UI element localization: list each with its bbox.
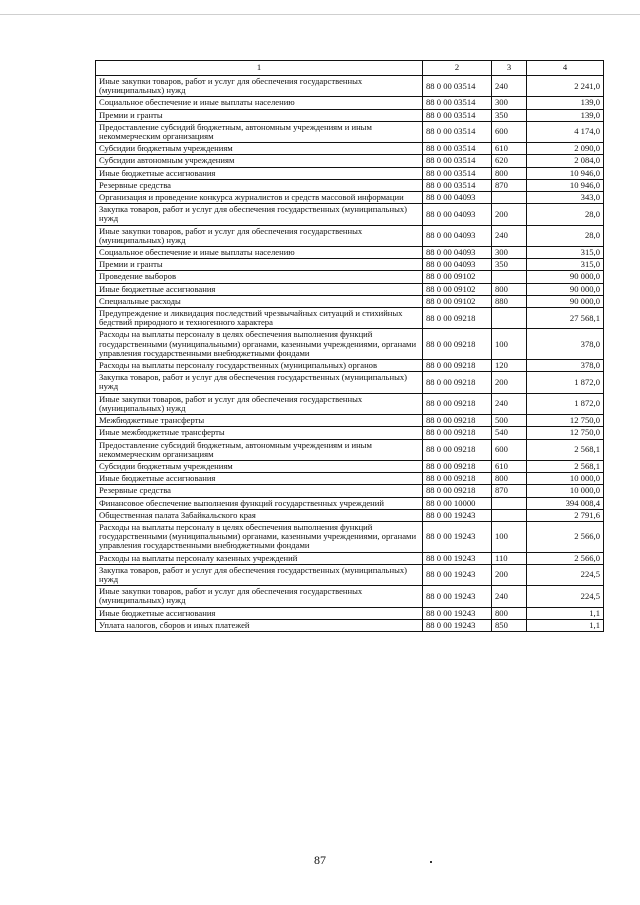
row-amount-cell: 2 090,0 — [527, 143, 604, 155]
row-amount-cell: 378,0 — [527, 329, 604, 360]
row-name-cell: Проведение выборов — [96, 271, 423, 283]
row-name-cell: Иные закупки товаров, работ и услуг для обеспечения государственных (муниципальных) нужд — [96, 76, 423, 97]
row-amount-cell: 139,0 — [527, 97, 604, 109]
row-type-cell: 200 — [492, 564, 527, 585]
row-amount-cell: 2 791,6 — [527, 509, 604, 521]
row-type-cell: 120 — [492, 360, 527, 372]
row-code-cell: 88 0 00 09218 — [423, 372, 492, 393]
row-type-cell — [492, 192, 527, 204]
table-row — [96, 586, 604, 607]
row-code-cell: 88 0 00 19243 — [423, 521, 492, 552]
row-name-cell: Предупреждение и ликвидация последствий чрезвычайных ситуаций и стихийных бедствий природного и техногенного характера — [96, 308, 423, 329]
table-row — [96, 439, 604, 460]
table-row — [96, 460, 604, 472]
header-col-1: 1 — [96, 61, 423, 76]
row-code-cell: 88 0 00 19243 — [423, 586, 492, 607]
row-type-cell: 300 — [492, 97, 527, 109]
row-amount-cell: 343,0 — [527, 192, 604, 204]
row-amount-cell: 1,1 — [527, 607, 604, 619]
row-name-cell: Закупка товаров, работ и услуг для обеспечения государственных (муниципальных) нужд — [96, 204, 423, 225]
table-row — [96, 295, 604, 307]
row-type-cell: 300 — [492, 247, 527, 259]
row-amount-cell: 10 946,0 — [527, 167, 604, 179]
row-name-cell: Премии и гранты — [96, 109, 423, 121]
row-amount-cell: 2 241,0 — [527, 76, 604, 97]
row-code-cell: 88 0 00 04093 — [423, 247, 492, 259]
row-code-cell: 88 0 00 09102 — [423, 271, 492, 283]
table-row — [96, 619, 604, 631]
row-amount-cell: 90 000,0 — [527, 283, 604, 295]
table-row — [96, 121, 604, 142]
row-code-cell: 88 0 00 09218 — [423, 439, 492, 460]
row-type-cell: 870 — [492, 485, 527, 497]
row-type-cell: 200 — [492, 372, 527, 393]
scan-dot — [430, 861, 432, 863]
row-name-cell: Премии и гранты — [96, 259, 423, 271]
row-name-cell: Организация и проведение конкурса журналистов и средств массовой информации — [96, 192, 423, 204]
row-type-cell: 610 — [492, 460, 527, 472]
table-row — [96, 179, 604, 191]
row-name-cell: Социальное обеспечение и иные выплаты населению — [96, 97, 423, 109]
row-code-cell: 88 0 00 09218 — [423, 473, 492, 485]
row-name-cell: Социальное обеспечение и иные выплаты населению — [96, 247, 423, 259]
row-code-cell: 88 0 00 10000 — [423, 497, 492, 509]
row-code-cell: 88 0 00 03514 — [423, 76, 492, 97]
table-row — [96, 247, 604, 259]
table-row — [96, 167, 604, 179]
row-code-cell: 88 0 00 03514 — [423, 155, 492, 167]
row-type-cell: 240 — [492, 225, 527, 246]
table-row — [96, 485, 604, 497]
row-code-cell: 88 0 00 19243 — [423, 509, 492, 521]
row-name-cell: Специальные расходы — [96, 295, 423, 307]
table-row — [96, 97, 604, 109]
header-col-2: 2 — [423, 61, 492, 76]
table-row — [96, 192, 604, 204]
row-type-cell: 240 — [492, 76, 527, 97]
row-code-cell: 88 0 00 09102 — [423, 295, 492, 307]
row-code-cell: 88 0 00 03514 — [423, 167, 492, 179]
row-name-cell: Расходы на выплаты персоналу в целях обеспечения выполнения функций государственными (муниципальными) органами, казенными учреждениями, органами управления государственными внебюджетными фондами — [96, 521, 423, 552]
row-name-cell: Иные закупки товаров, работ и услуг для обеспечения государственных (муниципальных) нужд — [96, 393, 423, 414]
row-amount-cell: 10 000,0 — [527, 485, 604, 497]
header-col-4: 4 — [527, 61, 604, 76]
page-number: 87 — [314, 853, 326, 867]
row-amount-cell: 28,0 — [527, 225, 604, 246]
row-name-cell: Предоставление субсидий бюджетным, автономным учреждениям и иным некоммерческим организациям — [96, 121, 423, 142]
row-amount-cell: 2 568,1 — [527, 439, 604, 460]
table-row — [96, 143, 604, 155]
row-name-cell: Закупка товаров, работ и услуг для обеспечения государственных (муниципальных) нужд — [96, 564, 423, 585]
row-name-cell: Уплата налогов, сборов и иных платежей — [96, 619, 423, 631]
row-amount-cell: 2 568,1 — [527, 460, 604, 472]
row-name-cell: Расходы на выплаты персоналу казенных учреждений — [96, 552, 423, 564]
row-type-cell: 110 — [492, 552, 527, 564]
row-amount-cell: 224,5 — [527, 564, 604, 585]
table-row — [96, 283, 604, 295]
row-type-cell: 870 — [492, 179, 527, 191]
row-amount-cell: 315,0 — [527, 259, 604, 271]
row-type-cell: 240 — [492, 586, 527, 607]
row-type-cell: 350 — [492, 109, 527, 121]
row-code-cell: 88 0 00 09218 — [423, 427, 492, 439]
table-row — [96, 393, 604, 414]
row-name-cell: Общественная палата Забайкальского края — [96, 509, 423, 521]
row-code-cell: 88 0 00 04093 — [423, 204, 492, 225]
table-row — [96, 509, 604, 521]
row-amount-cell: 10 946,0 — [527, 179, 604, 191]
row-code-cell: 88 0 00 04093 — [423, 192, 492, 204]
row-code-cell: 88 0 00 09218 — [423, 393, 492, 414]
row-type-cell: 100 — [492, 329, 527, 360]
row-type-cell: 850 — [492, 619, 527, 631]
row-type-cell: 620 — [492, 155, 527, 167]
table-row — [96, 360, 604, 372]
row-amount-cell: 12 750,0 — [527, 415, 604, 427]
table-row — [96, 552, 604, 564]
row-type-cell: 600 — [492, 121, 527, 142]
table-row — [96, 497, 604, 509]
table-row — [96, 473, 604, 485]
table-row — [96, 308, 604, 329]
row-code-cell: 88 0 00 04093 — [423, 259, 492, 271]
row-name-cell: Иные межбюджетные трансферты — [96, 427, 423, 439]
row-type-cell: 800 — [492, 473, 527, 485]
row-type-cell — [492, 308, 527, 329]
row-type-cell: 100 — [492, 521, 527, 552]
row-amount-cell: 2 566,0 — [527, 552, 604, 564]
row-code-cell: 88 0 00 09218 — [423, 485, 492, 497]
table-row — [96, 109, 604, 121]
row-name-cell: Иные бюджетные ассигнования — [96, 473, 423, 485]
table-row — [96, 521, 604, 552]
row-amount-cell: 139,0 — [527, 109, 604, 121]
row-code-cell: 88 0 00 09218 — [423, 460, 492, 472]
row-type-cell: 800 — [492, 283, 527, 295]
row-code-cell: 88 0 00 09218 — [423, 415, 492, 427]
row-type-cell: 600 — [492, 439, 527, 460]
row-code-cell: 88 0 00 09218 — [423, 360, 492, 372]
row-name-cell: Иные закупки товаров, работ и услуг для обеспечения государственных (муниципальных) нужд — [96, 586, 423, 607]
row-name-cell: Иные закупки товаров, работ и услуг для обеспечения государственных (муниципальных) нужд — [96, 225, 423, 246]
row-type-cell: 540 — [492, 427, 527, 439]
row-code-cell: 88 0 00 03514 — [423, 179, 492, 191]
table-row — [96, 607, 604, 619]
row-name-cell: Иные бюджетные ассигнования — [96, 607, 423, 619]
table-row — [96, 155, 604, 167]
row-amount-cell: 4 174,0 — [527, 121, 604, 142]
row-type-cell — [492, 271, 527, 283]
row-name-cell: Субсидии бюджетным учреждениям — [96, 143, 423, 155]
row-amount-cell: 1 872,0 — [527, 393, 604, 414]
table-body — [96, 76, 604, 632]
budget-table — [95, 60, 604, 632]
row-amount-cell: 12 750,0 — [527, 427, 604, 439]
row-amount-cell: 1,1 — [527, 619, 604, 631]
row-code-cell: 88 0 00 09218 — [423, 329, 492, 360]
row-type-cell: 800 — [492, 167, 527, 179]
row-code-cell: 88 0 00 09102 — [423, 283, 492, 295]
row-name-cell: Резервные средства — [96, 485, 423, 497]
row-code-cell: 88 0 00 19243 — [423, 619, 492, 631]
row-code-cell: 88 0 00 19243 — [423, 607, 492, 619]
row-code-cell: 88 0 00 09218 — [423, 308, 492, 329]
row-amount-cell: 1 872,0 — [527, 372, 604, 393]
row-code-cell: 88 0 00 03514 — [423, 109, 492, 121]
row-type-cell: 880 — [492, 295, 527, 307]
row-type-cell: 800 — [492, 607, 527, 619]
row-amount-cell: 2 084,0 — [527, 155, 604, 167]
table-row — [96, 372, 604, 393]
table-row — [96, 204, 604, 225]
row-code-cell: 88 0 00 03514 — [423, 143, 492, 155]
row-code-cell: 88 0 00 03514 — [423, 121, 492, 142]
row-amount-cell: 315,0 — [527, 247, 604, 259]
scan-border-line — [0, 14, 640, 15]
header-col-3: 3 — [492, 61, 527, 76]
row-type-cell: 350 — [492, 259, 527, 271]
row-name-cell: Предоставление субсидий бюджетным, автономным учреждениям и иным некоммерческим организациям — [96, 439, 423, 460]
row-type-cell: 240 — [492, 393, 527, 414]
row-name-cell: Межбюджетные трансферты — [96, 415, 423, 427]
row-type-cell — [492, 497, 527, 509]
row-type-cell — [492, 509, 527, 521]
table-row — [96, 259, 604, 271]
row-amount-cell: 10 000,0 — [527, 473, 604, 485]
row-amount-cell: 27 568,1 — [527, 308, 604, 329]
row-amount-cell: 90 000,0 — [527, 271, 604, 283]
row-name-cell: Субсидии автономным учреждениям — [96, 155, 423, 167]
row-type-cell: 500 — [492, 415, 527, 427]
table-row — [96, 271, 604, 283]
row-amount-cell: 378,0 — [527, 360, 604, 372]
row-name-cell: Иные бюджетные ассигнования — [96, 167, 423, 179]
table-row — [96, 76, 604, 97]
row-amount-cell: 394 008,4 — [527, 497, 604, 509]
row-code-cell: 88 0 00 04093 — [423, 225, 492, 246]
table-row — [96, 427, 604, 439]
row-type-cell: 610 — [492, 143, 527, 155]
row-type-cell: 200 — [492, 204, 527, 225]
table-header-row — [96, 61, 604, 76]
table-row — [96, 329, 604, 360]
row-name-cell: Финансовое обеспечение выполнения функций государственных учреждений — [96, 497, 423, 509]
row-amount-cell: 28,0 — [527, 204, 604, 225]
table-row — [96, 564, 604, 585]
row-name-cell: Субсидии бюджетным учреждениям — [96, 460, 423, 472]
row-code-cell: 88 0 00 03514 — [423, 97, 492, 109]
row-code-cell: 88 0 00 19243 — [423, 552, 492, 564]
row-name-cell: Расходы на выплаты персоналу государственных (муниципальных) органов — [96, 360, 423, 372]
row-name-cell: Иные бюджетные ассигнования — [96, 283, 423, 295]
table-row — [96, 225, 604, 246]
row-name-cell: Резервные средства — [96, 179, 423, 191]
row-amount-cell: 90 000,0 — [527, 295, 604, 307]
row-amount-cell: 2 566,0 — [527, 521, 604, 552]
row-name-cell: Закупка товаров, работ и услуг для обеспечения государственных (муниципальных) нужд — [96, 372, 423, 393]
row-name-cell: Расходы на выплаты персоналу в целях обеспечения выполнения функций государственными (муниципальными) органами, казенными учреждениями, органами управления государственными внебюджетными фондами — [96, 329, 423, 360]
row-code-cell: 88 0 00 19243 — [423, 564, 492, 585]
table-row — [96, 415, 604, 427]
row-amount-cell: 224,5 — [527, 586, 604, 607]
